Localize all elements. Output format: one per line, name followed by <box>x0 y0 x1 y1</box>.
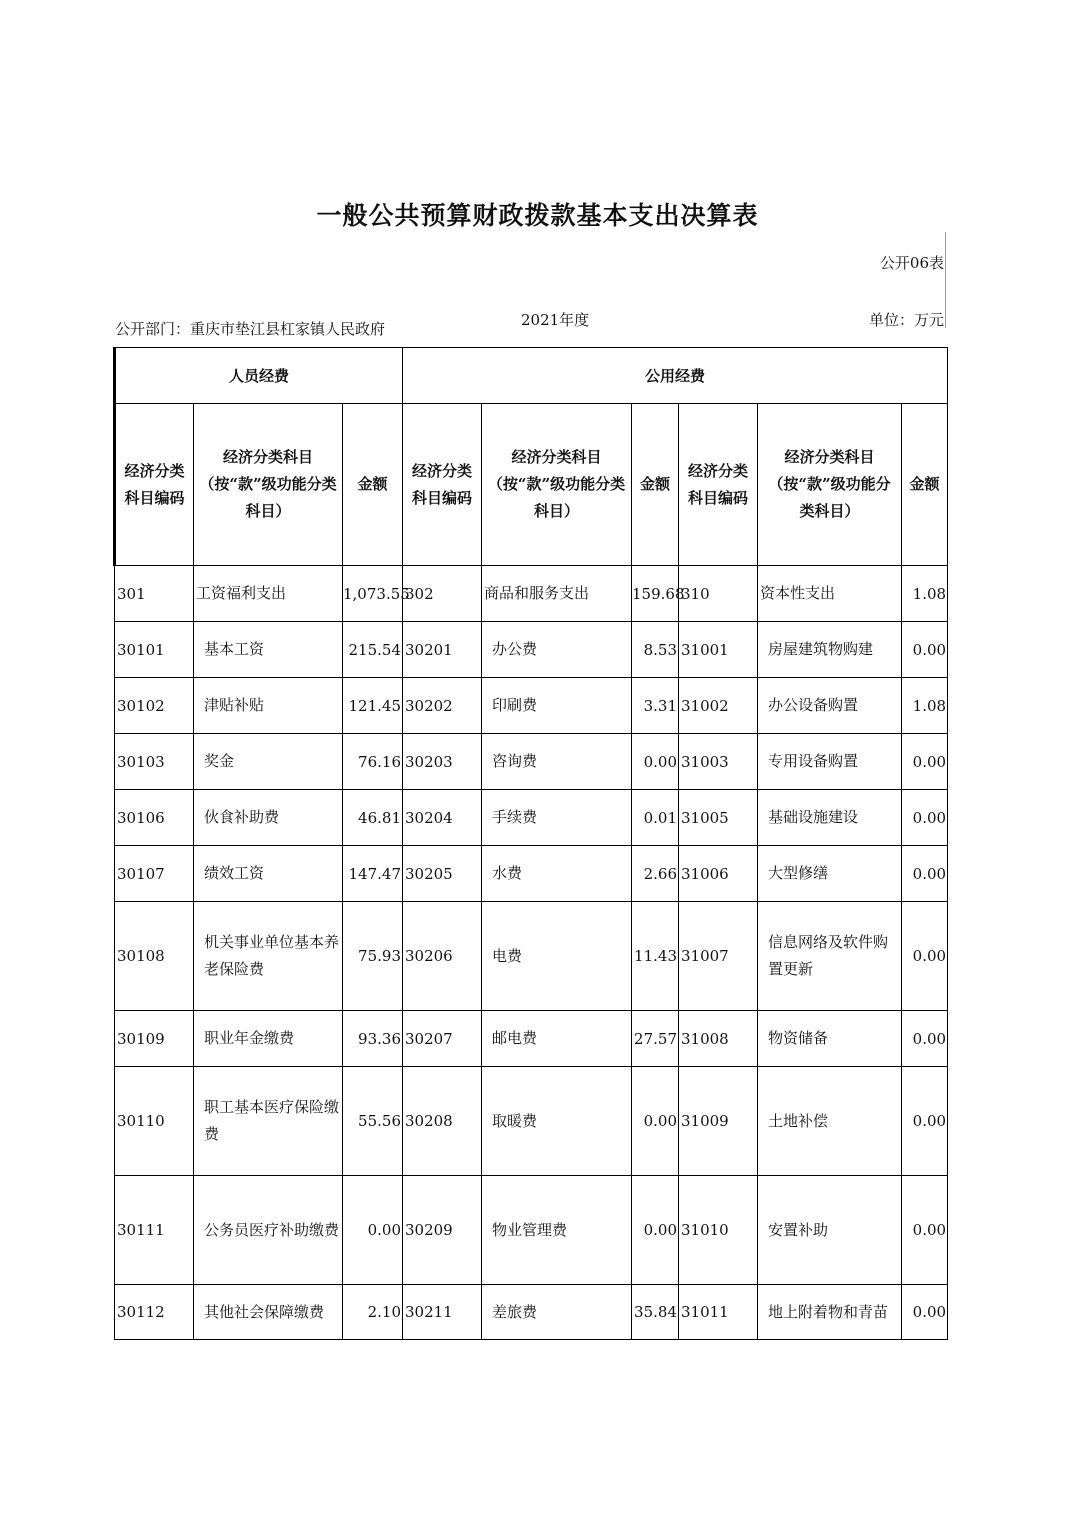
header-name: 经济分类科目（按“款”级功能分类科目） <box>482 404 632 566</box>
amount-cell: 2.10 <box>343 1285 403 1340</box>
group-personnel: 人员经费 <box>115 348 403 404</box>
amount-cell: 46.81 <box>343 790 403 846</box>
header-code: 经济分类科目编码 <box>115 404 194 566</box>
amount-cell: 0.00 <box>902 1067 948 1176</box>
amount-cell: 27.57 <box>632 1011 679 1067</box>
name-cell: 安置补助 <box>758 1176 902 1285</box>
amount-cell: 0.00 <box>902 622 948 678</box>
code-cell: 30202 <box>403 678 482 734</box>
code-cell: 31007 <box>679 902 758 1011</box>
form-number: 公开06表 <box>879 254 944 272</box>
code-cell: 31009 <box>679 1067 758 1176</box>
name-cell: 绩效工资 <box>194 846 343 902</box>
amount-cell: 55.56 <box>343 1067 403 1176</box>
header-code: 经济分类科目编码 <box>403 404 482 566</box>
amount-cell: 1.08 <box>902 566 948 622</box>
table-row <box>115 846 948 902</box>
amount-cell: 75.93 <box>343 902 403 1011</box>
name-cell: 资本性支出 <box>758 566 902 622</box>
code-cell: 30211 <box>403 1285 482 1340</box>
unit-label: 单位：万元 <box>868 311 944 329</box>
name-cell: 工资福利支出 <box>194 566 343 622</box>
name-cell: 取暖费 <box>482 1067 632 1176</box>
table-row <box>115 1176 948 1285</box>
code-cell: 30112 <box>115 1285 194 1340</box>
code-cell: 30103 <box>115 734 194 790</box>
header-name: 经济分类科目（按“款”级功能分类科目） <box>758 404 902 566</box>
table-row <box>115 902 948 1011</box>
amount-cell: 11.43 <box>632 902 679 1011</box>
code-cell: 31011 <box>679 1285 758 1340</box>
amount-cell: 8.53 <box>632 622 679 678</box>
amount-cell: 1.08 <box>902 678 948 734</box>
amount-cell: 2.66 <box>632 846 679 902</box>
name-cell: 咨询费 <box>482 734 632 790</box>
code-cell: 30109 <box>115 1011 194 1067</box>
amount-cell: 0.00 <box>902 790 948 846</box>
amount-cell: 0.00 <box>632 1176 679 1285</box>
code-cell: 31002 <box>679 678 758 734</box>
name-cell: 信息网络及软件购置更新 <box>758 902 902 1011</box>
amount-cell: 0.00 <box>632 734 679 790</box>
name-cell: 办公设备购置 <box>758 678 902 734</box>
header-code: 经济分类科目编码 <box>679 404 758 566</box>
name-cell: 专用设备购置 <box>758 734 902 790</box>
name-cell: 津贴补贴 <box>194 678 343 734</box>
code-cell: 31008 <box>679 1011 758 1067</box>
code-cell: 31006 <box>679 846 758 902</box>
department-label: 公开部门：重庆市垫江县杠家镇人民政府 <box>115 320 386 338</box>
table-row <box>115 1011 948 1067</box>
amount-cell: 35.84 <box>632 1285 679 1340</box>
header-amount: 金额 <box>343 404 403 566</box>
amount-cell: 93.36 <box>343 1011 403 1067</box>
name-cell: 印刷费 <box>482 678 632 734</box>
code-cell: 31005 <box>679 790 758 846</box>
code-cell: 30205 <box>403 846 482 902</box>
name-cell: 物资储备 <box>758 1011 902 1067</box>
header-name: 经济分类科目（按“款”级功能分类科目） <box>194 404 343 566</box>
amount-cell: 0.00 <box>343 1176 403 1285</box>
code-cell: 30209 <box>403 1176 482 1285</box>
group-public: 公用经费 <box>403 348 948 404</box>
margin-line <box>945 232 946 328</box>
table-row <box>115 622 948 678</box>
code-cell: 30108 <box>115 902 194 1011</box>
amount-cell: 0.00 <box>902 1285 948 1340</box>
name-cell: 伙食补助费 <box>194 790 343 846</box>
code-cell: 30206 <box>403 902 482 1011</box>
code-cell: 31001 <box>679 622 758 678</box>
amount-cell: 0.00 <box>902 902 948 1011</box>
amount-cell: 121.45 <box>343 678 403 734</box>
code-cell: 30107 <box>115 846 194 902</box>
name-cell: 基础设施建设 <box>758 790 902 846</box>
code-cell: 30204 <box>403 790 482 846</box>
code-cell: 30201 <box>403 622 482 678</box>
name-cell: 大型修缮 <box>758 846 902 902</box>
table-row <box>115 734 948 790</box>
code-cell: 301 <box>115 566 194 622</box>
code-cell: 310 <box>679 566 758 622</box>
code-cell: 30110 <box>115 1067 194 1176</box>
table-row <box>115 790 948 846</box>
table-row <box>115 678 948 734</box>
code-cell: 302 <box>403 566 482 622</box>
fiscal-year: 2021年度 <box>521 311 590 329</box>
name-cell: 土地补偿 <box>758 1067 902 1176</box>
name-cell: 职业年金缴费 <box>194 1011 343 1067</box>
amount-cell: 0.00 <box>902 846 948 902</box>
name-cell: 水费 <box>482 846 632 902</box>
page-title: 一般公共预算财政拨款基本支出决算表 <box>316 201 759 230</box>
name-cell: 其他社会保障缴费 <box>194 1285 343 1340</box>
header-amount: 金额 <box>632 404 679 566</box>
name-cell: 奖金 <box>194 734 343 790</box>
code-cell: 30106 <box>115 790 194 846</box>
code-cell: 30102 <box>115 678 194 734</box>
table-row <box>115 1067 948 1176</box>
code-cell: 30203 <box>403 734 482 790</box>
code-cell: 30208 <box>403 1067 482 1176</box>
amount-cell: 0.00 <box>902 1176 948 1285</box>
name-cell: 地上附着物和青苗 <box>758 1285 902 1340</box>
name-cell: 手续费 <box>482 790 632 846</box>
name-cell: 职工基本医疗保险缴费 <box>194 1067 343 1176</box>
amount-cell: 0.00 <box>632 1067 679 1176</box>
name-cell: 邮电费 <box>482 1011 632 1067</box>
amount-cell: 0.00 <box>902 1011 948 1067</box>
code-cell: 30111 <box>115 1176 194 1285</box>
name-cell: 商品和服务支出 <box>482 566 632 622</box>
header-amount: 金额 <box>902 404 948 566</box>
amount-cell: 0.01 <box>632 790 679 846</box>
code-cell: 30101 <box>115 622 194 678</box>
code-cell: 30207 <box>403 1011 482 1067</box>
amount-cell: 215.54 <box>343 622 403 678</box>
amount-cell: 147.47 <box>343 846 403 902</box>
name-cell: 电费 <box>482 902 632 1011</box>
name-cell: 差旅费 <box>482 1285 632 1340</box>
code-cell: 31003 <box>679 734 758 790</box>
amount-cell: 76.16 <box>343 734 403 790</box>
expenditure-table <box>113 347 948 1340</box>
name-cell: 机关事业单位基本养老保险费 <box>194 902 343 1011</box>
amount-cell: 3.31 <box>632 678 679 734</box>
name-cell: 公务员医疗补助缴费 <box>194 1176 343 1285</box>
name-cell: 物业管理费 <box>482 1176 632 1285</box>
name-cell: 房屋建筑物购建 <box>758 622 902 678</box>
name-cell: 基本工资 <box>194 622 343 678</box>
table-row <box>115 1285 948 1340</box>
table-row <box>115 566 948 622</box>
amount-cell: 0.00 <box>902 734 948 790</box>
name-cell: 办公费 <box>482 622 632 678</box>
code-cell: 31010 <box>679 1176 758 1285</box>
amount-cell: 159.68 <box>632 566 679 622</box>
amount-cell: 1,073.55 <box>343 566 403 622</box>
